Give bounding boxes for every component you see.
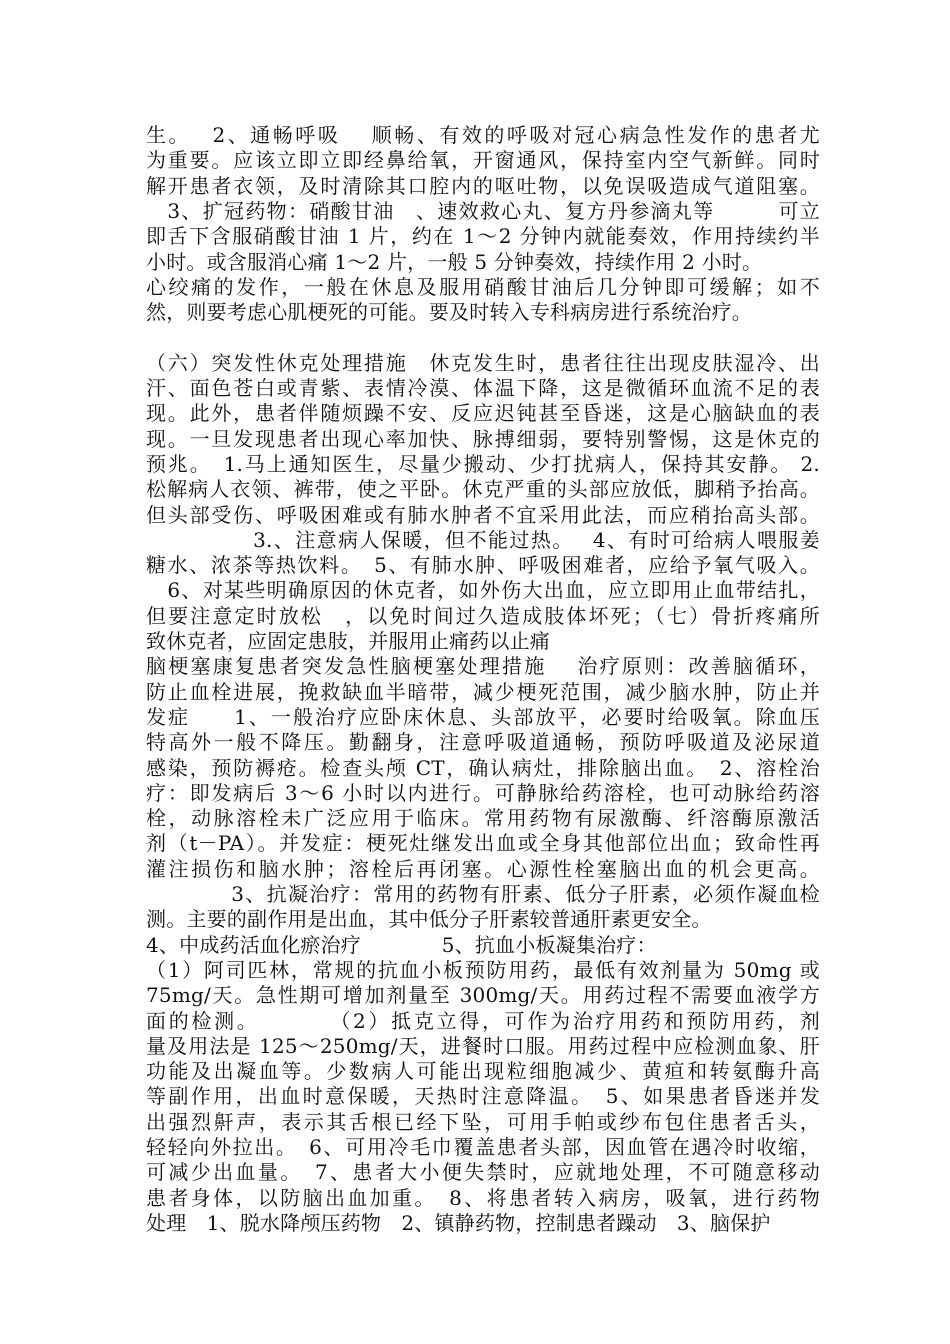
text-line: 防止血栓进展，挽救缺血半暗带，减少梗死范围，减少脑水肿，防止并 [146,679,820,704]
text-line: 6、对某些明确原因的休克者，如外伤大出血，应立即用止血带结扎， [146,578,820,603]
text-line: 汗、面色苍白或青紫、表情冷漠、体温下降，这是微循环血流不足的表 [146,376,820,400]
text-line: 解开患者衣领，及时清除其口腔内的呕吐物，以免误吸造成气道阻塞。 [146,173,820,198]
text-line: 4、中成药活血化瘀治疗 5、抗血小板凝集治疗： [146,932,657,957]
text-line: 特高外一般不降压。勤翻身，注意呼吸道通畅，预防呼吸道及泌尿道 [146,730,820,755]
text-line: 量及用法是 125～250mg/天，进餐时口服。用药过程中应检测血象、肝 [146,1033,820,1058]
text-line: 面的检测。 （2）抵克立得，可作为治疗用药和预防用药，剂 [146,1008,820,1033]
text-line: 松解病人衣领、裤带，使之平卧。休克严重的头部应放低，脚稍予抬高。 [146,477,820,502]
text-line: （六）突发性休克处理措施 休克发生时，患者往往出现皮肤湿冷、出 [146,350,820,375]
text-line: 测。主要的副作用是出血，其中低分子肝素较普通肝素更安全。 [146,907,712,932]
text-line: 3、扩冠药物：硝酸甘油 、速效救心丸、复方丹参滴丸等 可立 [146,198,820,223]
text-line: 灌注损伤和脑水肿；溶栓后再闭塞。心源性栓塞脑出血的机会更高。 [146,856,820,881]
text-line: 功能及出凝血等。少数病人可能出现粒细胞减少、黄疸和转氨酶升高 [146,1059,820,1084]
text-line: 3.、注意病人保暖，但不能过热。 4、有时可给病人喂服姜 [146,527,820,552]
text-line: 可减少出血量。 7、患者大小便失禁时，应就地处理，不可随意移动 [146,1160,820,1185]
text-line [146,324,820,350]
text-line: 处理 1、脱水降颅压药物 2、镇静药物，控制患者躁动 3、脑保护 [146,1210,771,1235]
text-line: 3、抗凝治疗：常用的药物有肝素、低分子肝素，必须作凝血检 [146,882,820,906]
text-line: 但头部受伤、呼吸困难或有肺水肿者不宜采用此法，而应稍抬高头部。 [146,502,820,527]
text-line: 心绞痛的发作，一般在休息及服用硝酸甘油后几分钟即可缓解；如不 [146,274,820,299]
text-line: 出强烈鼾声，表示其舌根已经下坠，可用手帕或纱布包住患者舌头， [146,1109,820,1134]
text-line: 为重要。应该立即立即经鼻给氧，开窗通风，保持室内空气新鲜。同时 [146,148,820,173]
text-line: 生。 2、通畅呼吸 顺畅、有效的呼吸对冠心病急性发作的患者尤 [146,123,820,147]
text-line: 现。此外，患者伴随烦躁不安、反应迟钝甚至昏迷，这是心脑缺血的表 [146,401,820,426]
text-line: （1）阿司匹林，常规的抗血小板预防用药，最低有效剂量为 50mg 或 [146,957,820,982]
text-line: 患者身体，以防脑出血加重。 8、将患者转入病房，吸氧，进行药物 [146,1185,820,1210]
text-line: 发症 1、一般治疗应卧床休息、头部放平，必要时给吸氧。除血压 [146,704,820,729]
text-line: 脑梗塞康复患者突发急性脑梗塞处理措施 治疗原则：改善脑循环， [146,654,820,679]
text-line: 然，则要考虑心肌梗死的可能。要及时转入专科病房进行系统治疗。 [146,300,752,325]
text-line: 栓，动脉溶栓未广泛应用于临床。常用药物有尿激酶、纤溶酶原激活 [146,806,820,831]
text-line: 预兆。 1.马上通知医生，尽量少搬动、少打扰病人，保持其安静。 2. [146,451,820,476]
text-line: 轻轻向外拉出。 6、可用冷毛巾覆盖患者头部，因血管在遇冷时收缩， [146,1135,820,1159]
text-line: 剂（t－PA）。并发症：梗死灶继发出血或全身其他部位出血；致命性再 [146,831,820,856]
text-line: 小时。或含服消心痛 1～2 片，一般 5 分钟奏效，持续作用 2 小时。 [146,249,763,274]
text-line: 即舌下含服硝酸甘油 1 片，约在 1～2 分钟内就能奏效，作用持续约半 [146,224,820,249]
text-line: 现。一旦发现患者出现心率加快、脉搏细弱，要特别警惕，这是休克的 [146,426,820,451]
text-line: 等副作用，出血时意保暖，天热时注意降温。 5、如果患者昏迷并发 [146,1084,820,1109]
text-line: 糖水、浓茶等热饮料。 5、有肺水肿、呼吸困难者，应给予氧气吸入。 [146,553,820,578]
text-line: 疗：即发病后 3～6 小时以内进行。可静脉给药溶栓，也可动脉给药溶 [146,780,820,805]
text-line: 感染，预防褥疮。检查头颅 CT，确认病灶，排除脑出血。 2、溶栓治 [146,755,820,780]
text-line: 75mg/天。急性期可增加剂量至 300mg/天。用药过程不需要血液学方 [146,983,820,1008]
text-line: 致休克者，应固定患肢，并服用止痛药以止痛 [146,629,550,653]
text-line: 但要注意定时放松 ，以免时间过久造成肢体坏死；（七）骨折疼痛所 [146,603,820,628]
